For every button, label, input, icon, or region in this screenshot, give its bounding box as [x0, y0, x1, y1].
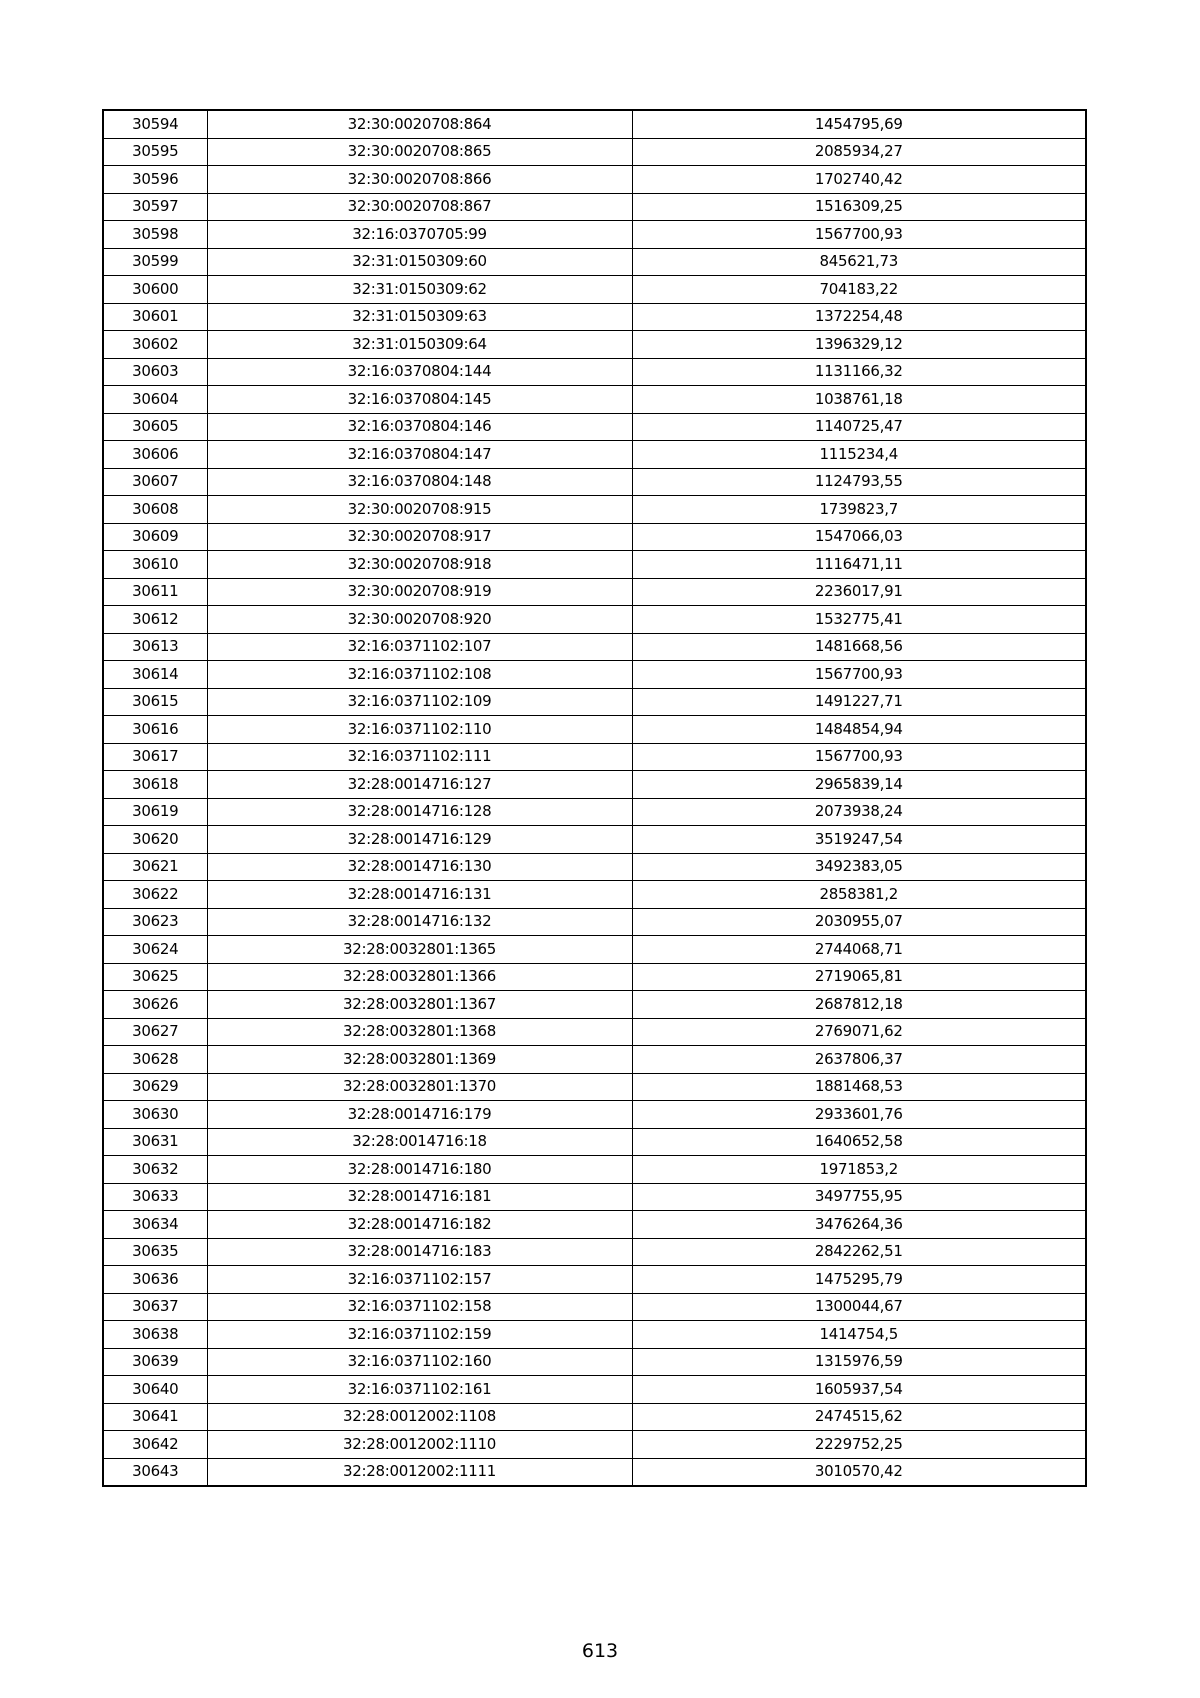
cadastral-value-cell: 2842262,51 [632, 1238, 1086, 1266]
cadastral-number-cell: 32:28:0032801:1366 [207, 963, 632, 991]
cadastral-value-cell: 2637806,37 [632, 1046, 1086, 1074]
page-number: 613 [581, 1640, 619, 1662]
cadastral-number-cell: 32:28:0032801:1369 [207, 1046, 632, 1074]
table-row [103, 248, 1086, 276]
row-number-cell: 30617 [103, 743, 207, 771]
cadastral-value-cell: 1315976,59 [632, 1348, 1086, 1376]
table-row [103, 991, 1086, 1019]
table-row [103, 331, 1086, 359]
cadastral-number-cell: 32:16:0370804:146 [207, 413, 632, 441]
row-number-cell: 30635 [103, 1238, 207, 1266]
row-number-cell: 30626 [103, 991, 207, 1019]
row-number-cell: 30608 [103, 496, 207, 524]
cadastral-value-cell: 1140725,47 [632, 413, 1086, 441]
cadastral-value-cell: 1124793,55 [632, 468, 1086, 496]
cadastral-number-cell: 32:31:0150309:60 [207, 248, 632, 276]
table-row [103, 1403, 1086, 1431]
cadastral-value-cell: 2769071,62 [632, 1018, 1086, 1046]
row-number-cell: 30622 [103, 881, 207, 909]
table-row [103, 1293, 1086, 1321]
cadastral-value-cell: 1739823,7 [632, 496, 1086, 524]
cadastral-value-cell: 1481668,56 [632, 633, 1086, 661]
row-number-cell: 30614 [103, 661, 207, 689]
row-number-cell: 30631 [103, 1128, 207, 1156]
cadastral-number-cell: 32:28:0032801:1368 [207, 1018, 632, 1046]
cadastral-number-cell: 32:28:0014716:130 [207, 853, 632, 881]
table-row [103, 1266, 1086, 1294]
cadastral-number-cell: 32:16:0370804:147 [207, 441, 632, 469]
cadastral-value-cell: 845621,73 [632, 248, 1086, 276]
row-number-cell: 30639 [103, 1348, 207, 1376]
cadastral-value-cell: 1516309,25 [632, 193, 1086, 221]
cadastral-value-cell: 2236017,91 [632, 578, 1086, 606]
cadastral-value-cell: 1484854,94 [632, 716, 1086, 744]
cadastral-number-cell: 32:16:0371102:161 [207, 1376, 632, 1404]
cadastral-value-cell: 1567700,93 [632, 221, 1086, 249]
cadastral-value-cell: 1116471,11 [632, 551, 1086, 579]
row-number-cell: 30603 [103, 358, 207, 386]
cadastral-number-cell: 32:28:0014716:183 [207, 1238, 632, 1266]
cadastral-number-cell: 32:28:0014716:132 [207, 908, 632, 936]
table-row [103, 633, 1086, 661]
cadastral-value-cell: 1396329,12 [632, 331, 1086, 359]
table-row [103, 138, 1086, 166]
cadastral-value-cell: 3497755,95 [632, 1183, 1086, 1211]
table-row [103, 386, 1086, 414]
cadastral-number-cell: 32:30:0020708:865 [207, 138, 632, 166]
table-row [103, 358, 1086, 386]
row-number-cell: 30596 [103, 166, 207, 194]
table-row [103, 166, 1086, 194]
cadastral-number-cell: 32:28:0014716:128 [207, 798, 632, 826]
cadastral-number-cell: 32:28:0014716:179 [207, 1101, 632, 1129]
cadastral-value-cell: 1475295,79 [632, 1266, 1086, 1294]
cadastral-number-cell: 32:30:0020708:864 [207, 110, 632, 138]
table-row [103, 1156, 1086, 1184]
table-row [103, 193, 1086, 221]
row-number-cell: 30624 [103, 936, 207, 964]
table-row [103, 881, 1086, 909]
table-row [103, 276, 1086, 304]
cadastral-number-cell: 32:16:0371102:159 [207, 1321, 632, 1349]
row-number-cell: 30605 [103, 413, 207, 441]
cadastral-number-cell: 32:28:0014716:182 [207, 1211, 632, 1239]
cadastral-number-cell: 32:30:0020708:918 [207, 551, 632, 579]
row-number-cell: 30636 [103, 1266, 207, 1294]
cadastral-value-cell: 3010570,42 [632, 1458, 1086, 1486]
cadastral-number-cell: 32:28:0032801:1365 [207, 936, 632, 964]
cadastral-number-cell: 32:28:0014716:181 [207, 1183, 632, 1211]
table-body [103, 110, 1086, 1486]
row-number-cell: 30629 [103, 1073, 207, 1101]
cadastral-number-cell: 32:16:0371102:108 [207, 661, 632, 689]
cadastral-value-cell: 1605937,54 [632, 1376, 1086, 1404]
row-number-cell: 30610 [103, 551, 207, 579]
table-row [103, 1431, 1086, 1459]
row-number-cell: 30611 [103, 578, 207, 606]
row-number-cell: 30606 [103, 441, 207, 469]
cadastral-number-cell: 32:16:0371102:107 [207, 633, 632, 661]
cadastral-value-cell: 1547066,03 [632, 523, 1086, 551]
row-number-cell: 30627 [103, 1018, 207, 1046]
cadastral-value-cell: 1702740,42 [632, 166, 1086, 194]
table-row [103, 936, 1086, 964]
row-number-cell: 30598 [103, 221, 207, 249]
cadastral-value-cell: 2744068,71 [632, 936, 1086, 964]
cadastral-number-cell: 32:31:0150309:62 [207, 276, 632, 304]
cadastral-number-cell: 32:28:0012002:1111 [207, 1458, 632, 1486]
cadastral-value-cell: 1971853,2 [632, 1156, 1086, 1184]
cadastral-value-cell: 1454795,69 [632, 110, 1086, 138]
cadastral-number-cell: 32:30:0020708:915 [207, 496, 632, 524]
row-number-cell: 30613 [103, 633, 207, 661]
table-row [103, 1348, 1086, 1376]
table-row [103, 1018, 1086, 1046]
cadastral-value-cell: 3492383,05 [632, 853, 1086, 881]
cadastral-value-cell: 1640652,58 [632, 1128, 1086, 1156]
row-number-cell: 30612 [103, 606, 207, 634]
cadastral-number-cell: 32:30:0020708:919 [207, 578, 632, 606]
table-row [103, 963, 1086, 991]
cadastral-number-cell: 32:16:0371102:110 [207, 716, 632, 744]
table-row [103, 1211, 1086, 1239]
cadastral-value-cell: 3476264,36 [632, 1211, 1086, 1239]
table-row [103, 496, 1086, 524]
cadastral-value-cell: 2965839,14 [632, 771, 1086, 799]
cadastral-value-cell: 1567700,93 [632, 661, 1086, 689]
table-row [103, 1101, 1086, 1129]
table-row [103, 578, 1086, 606]
cadastral-number-cell: 32:28:0014716:18 [207, 1128, 632, 1156]
cadastral-number-cell: 32:16:0370705:99 [207, 221, 632, 249]
cadastral-value-cell: 2719065,81 [632, 963, 1086, 991]
row-number-cell: 30599 [103, 248, 207, 276]
cadastral-value-cell: 2687812,18 [632, 991, 1086, 1019]
row-number-cell: 30618 [103, 771, 207, 799]
row-number-cell: 30594 [103, 110, 207, 138]
row-number-cell: 30638 [103, 1321, 207, 1349]
cadastral-number-cell: 32:28:0014716:131 [207, 881, 632, 909]
row-number-cell: 30625 [103, 963, 207, 991]
row-number-cell: 30632 [103, 1156, 207, 1184]
cadastral-number-cell: 32:16:0370804:144 [207, 358, 632, 386]
table-row [103, 468, 1086, 496]
row-number-cell: 30619 [103, 798, 207, 826]
cadastral-number-cell: 32:28:0012002:1108 [207, 1403, 632, 1431]
row-number-cell: 30634 [103, 1211, 207, 1239]
cadastral-number-cell: 32:16:0371102:158 [207, 1293, 632, 1321]
cadastral-value-cell: 1372254,48 [632, 303, 1086, 331]
cadastral-number-cell: 32:16:0371102:160 [207, 1348, 632, 1376]
table-row [103, 1238, 1086, 1266]
cadastral-number-cell: 32:30:0020708:867 [207, 193, 632, 221]
table-row [103, 303, 1086, 331]
table-row [103, 743, 1086, 771]
table-row [103, 908, 1086, 936]
table-row [103, 826, 1086, 854]
cadastral-number-cell: 32:16:0370804:145 [207, 386, 632, 414]
table-row [103, 798, 1086, 826]
cadastral-value-cell: 2073938,24 [632, 798, 1086, 826]
row-number-cell: 30628 [103, 1046, 207, 1074]
cadastral-value-cell: 2229752,25 [632, 1431, 1086, 1459]
table-row [103, 441, 1086, 469]
row-number-cell: 30597 [103, 193, 207, 221]
table-row [103, 1128, 1086, 1156]
row-number-cell: 30640 [103, 1376, 207, 1404]
row-number-cell: 30642 [103, 1431, 207, 1459]
table-row [103, 853, 1086, 881]
table-row [103, 606, 1086, 634]
cadastral-number-cell: 32:30:0020708:866 [207, 166, 632, 194]
cadastral-value-cell: 1038761,18 [632, 386, 1086, 414]
cadastral-value-cell: 2085934,27 [632, 138, 1086, 166]
cadastral-value-cell: 1414754,5 [632, 1321, 1086, 1349]
row-number-cell: 30615 [103, 688, 207, 716]
table-row [103, 1376, 1086, 1404]
row-number-cell: 30620 [103, 826, 207, 854]
row-number-cell: 30609 [103, 523, 207, 551]
cadastral-number-cell: 32:30:0020708:917 [207, 523, 632, 551]
cadastral-number-cell: 32:28:0014716:127 [207, 771, 632, 799]
table-row [103, 110, 1086, 138]
table-row [103, 688, 1086, 716]
cadastral-number-cell: 32:28:0012002:1110 [207, 1431, 632, 1459]
table-row [103, 523, 1086, 551]
cadastral-value-cell: 2858381,2 [632, 881, 1086, 909]
cadastral-value-cell: 2030955,07 [632, 908, 1086, 936]
row-number-cell: 30602 [103, 331, 207, 359]
cadastral-value-cell: 3519247,54 [632, 826, 1086, 854]
table-row [103, 716, 1086, 744]
table-row [103, 1321, 1086, 1349]
table-row [103, 413, 1086, 441]
cadastral-number-cell: 32:16:0371102:109 [207, 688, 632, 716]
cadastral-number-cell: 32:28:0014716:129 [207, 826, 632, 854]
row-number-cell: 30595 [103, 138, 207, 166]
cadastral-number-cell: 32:31:0150309:63 [207, 303, 632, 331]
table-row [103, 221, 1086, 249]
row-number-cell: 30633 [103, 1183, 207, 1211]
row-number-cell: 30641 [103, 1403, 207, 1431]
cadastral-value-table [102, 109, 1087, 1487]
table-row [103, 1073, 1086, 1101]
row-number-cell: 30616 [103, 716, 207, 744]
cadastral-value-cell: 1567700,93 [632, 743, 1086, 771]
cadastral-value-cell: 1300044,67 [632, 1293, 1086, 1321]
cadastral-number-cell: 32:16:0371102:111 [207, 743, 632, 771]
cadastral-number-cell: 32:16:0370804:148 [207, 468, 632, 496]
table-row [103, 551, 1086, 579]
table-row [103, 661, 1086, 689]
row-number-cell: 30604 [103, 386, 207, 414]
cadastral-number-cell: 32:28:0032801:1370 [207, 1073, 632, 1101]
row-number-cell: 30623 [103, 908, 207, 936]
cadastral-value-cell: 2933601,76 [632, 1101, 1086, 1129]
row-number-cell: 30637 [103, 1293, 207, 1321]
cadastral-number-cell: 32:31:0150309:64 [207, 331, 632, 359]
table-row [103, 1183, 1086, 1211]
row-number-cell: 30621 [103, 853, 207, 881]
row-number-cell: 30601 [103, 303, 207, 331]
cadastral-value-cell: 1881468,53 [632, 1073, 1086, 1101]
cadastral-number-cell: 32:28:0032801:1367 [207, 991, 632, 1019]
cadastral-value-cell: 1115234,4 [632, 441, 1086, 469]
cadastral-value-cell: 1532775,41 [632, 606, 1086, 634]
cadastral-number-cell: 32:30:0020708:920 [207, 606, 632, 634]
cadastral-number-cell: 32:16:0371102:157 [207, 1266, 632, 1294]
cadastral-value-cell: 1131166,32 [632, 358, 1086, 386]
row-number-cell: 30630 [103, 1101, 207, 1129]
row-number-cell: 30643 [103, 1458, 207, 1486]
row-number-cell: 30600 [103, 276, 207, 304]
table-row [103, 771, 1086, 799]
table-row [103, 1458, 1086, 1486]
row-number-cell: 30607 [103, 468, 207, 496]
table-row [103, 1046, 1086, 1074]
cadastral-value-cell: 2474515,62 [632, 1403, 1086, 1431]
cadastral-value-cell: 704183,22 [632, 276, 1086, 304]
cadastral-value-cell: 1491227,71 [632, 688, 1086, 716]
cadastral-number-cell: 32:28:0014716:180 [207, 1156, 632, 1184]
